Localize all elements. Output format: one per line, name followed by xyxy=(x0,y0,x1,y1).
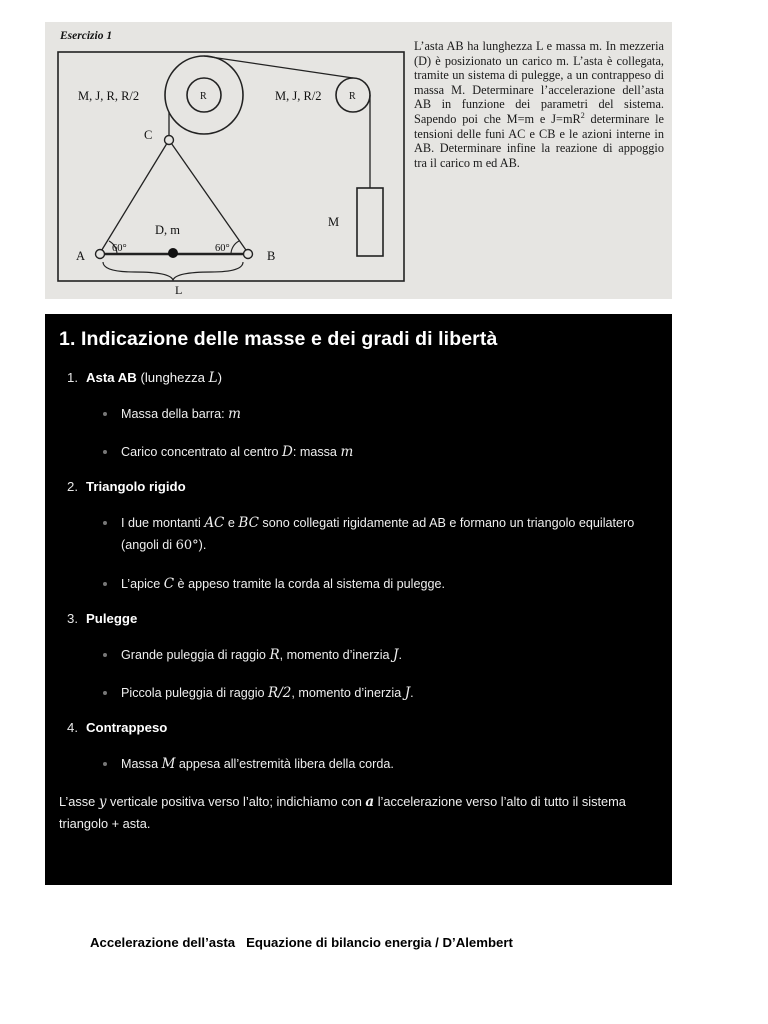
math-a: a xyxy=(365,794,375,810)
closing-text: l’accelerazione verso l’alto di tutto il sistema triangolo + asta. xyxy=(59,794,626,831)
bullet-text: L’apice xyxy=(121,577,164,591)
math-y: y xyxy=(98,794,107,810)
section-title-end: ) xyxy=(217,370,223,385)
section-heading xyxy=(67,720,660,736)
section-title: Asta AB xyxy=(86,370,137,385)
list-item xyxy=(121,512,660,557)
joint-b xyxy=(244,250,253,259)
section-number: 2. xyxy=(67,479,78,494)
math-m: m xyxy=(228,406,241,422)
statement-part2: determinare le tensioni delle funi AC e CB e le azioni interne in AB. Determinare infine la reazione di appoggio tra il carico m ed AB. xyxy=(414,111,664,170)
big-pulley-label: M, J, R, R/2 xyxy=(78,89,140,103)
math-c: C xyxy=(163,576,175,592)
section-title: Pulegge xyxy=(86,611,138,626)
member-bc xyxy=(169,140,248,253)
bullet-text: Massa xyxy=(121,757,162,771)
list-item xyxy=(121,403,660,425)
bullet-list xyxy=(59,403,660,463)
math-l: L xyxy=(208,370,218,386)
list-item xyxy=(121,753,660,775)
exercise-statement xyxy=(414,39,664,170)
section-heading xyxy=(67,479,660,495)
closing-text: verticale positiva verso l’alto; indichiamo con xyxy=(106,794,366,809)
section-heading xyxy=(67,370,660,386)
bullet-text: ). xyxy=(198,538,207,552)
section-number: 1. xyxy=(67,370,78,385)
exercise-scan-image xyxy=(45,22,672,299)
math-m: m xyxy=(340,444,354,460)
section-number: 4. xyxy=(67,720,78,735)
answer-heading: 1. Indicazione delle masse e dei gradi di libertà xyxy=(59,328,498,350)
bullet-list xyxy=(59,753,660,775)
math-r: R xyxy=(269,647,280,663)
math-r-half: R/2 xyxy=(268,685,292,701)
math-j: J xyxy=(404,685,411,701)
math-big-m: M xyxy=(161,756,176,772)
section-title: Triangolo rigido xyxy=(86,479,186,494)
list-item xyxy=(121,644,660,666)
point-d-label: D, m xyxy=(155,223,180,237)
section-triangolo xyxy=(59,479,660,595)
small-pulley-label: M, J, R/2 xyxy=(275,89,322,103)
rope-top xyxy=(204,56,353,78)
diagram-frame xyxy=(58,52,404,281)
load-d xyxy=(168,248,178,258)
big-pulley-symbol: R xyxy=(200,91,207,102)
math-d: D xyxy=(282,444,293,460)
statement-part1: L’asta AB ha lunghezza L e massa m. In mezzeria (D) è posizionato un carico m. L’asta è collegata, tramite un sistema di pulegge, a un contrappeso di massa M. Determinare l’accelerazione dell’asta AB in funzione dei parametri del sistema. Sapendo poi che M=m e J=mR xyxy=(414,39,664,126)
bullet-text: : massa xyxy=(292,445,341,459)
exercise-title: Esercizio 1 xyxy=(60,30,113,42)
length-label: L xyxy=(175,283,183,297)
bullet-text: , momento d’inerzia xyxy=(279,648,394,662)
list-item xyxy=(121,682,660,704)
point-a-label: A xyxy=(76,249,86,263)
bullet-text: e xyxy=(224,516,239,530)
bullet-text: è appeso tramite la corda al sistema di pulegge. xyxy=(174,577,445,591)
bullet-text: Piccola puleggia di raggio xyxy=(121,686,269,700)
bullet-list xyxy=(59,644,660,704)
section-asta-ab xyxy=(59,370,660,463)
bullet-text: sono collegati rigidamente ad AB e formano un triangolo equilatero (angoli di xyxy=(121,516,635,552)
section-heading xyxy=(67,611,660,627)
bullet-text: I due montanti xyxy=(121,516,205,530)
section-title-suffix: (lunghezza xyxy=(136,370,209,385)
math-bc: BC xyxy=(238,515,259,531)
list-item xyxy=(121,441,660,463)
statement-superscript: 2 xyxy=(580,110,585,120)
length-brace xyxy=(103,262,243,280)
counterweight-box xyxy=(357,188,383,256)
point-b-label: B xyxy=(267,249,276,263)
angle-b-label: 60° xyxy=(215,243,230,254)
section-pulegge xyxy=(59,611,660,704)
list-item xyxy=(121,573,660,595)
bullet-list xyxy=(59,512,660,595)
point-c-label: C xyxy=(144,128,153,142)
small-pulley-symbol: R xyxy=(349,91,356,102)
bullet-text: Carico concentrato al centro xyxy=(121,445,283,459)
answer-panel xyxy=(45,314,672,885)
math-60deg: 60° xyxy=(175,538,199,553)
joint-c xyxy=(165,136,174,145)
math-j: J xyxy=(393,647,399,663)
bullet-text: Grande puleggia di raggio xyxy=(121,648,270,662)
closing-paragraph xyxy=(59,791,660,835)
angle-a-label: 60° xyxy=(112,243,127,254)
bullet-text: , momento d’inerzia xyxy=(291,686,405,700)
bullet-text: . xyxy=(398,648,402,662)
section-number: 3. xyxy=(67,611,78,626)
math-ac: AC xyxy=(204,515,225,531)
section-title: Contrappeso xyxy=(86,720,168,735)
footer-caption: Accelerazione dell’asta Equazione di bilancio energia / D’Alembert xyxy=(90,935,513,950)
section-contrappeso xyxy=(59,720,660,775)
bullet-text: appesa all’estremità libera della corda. xyxy=(175,757,394,771)
closing-text: L’asse xyxy=(59,794,99,809)
mass-m-label: M xyxy=(328,215,340,229)
bullet-text: Massa della barra: xyxy=(121,407,229,421)
angle-arc-b xyxy=(231,241,239,254)
joint-a xyxy=(96,250,105,259)
bullet-text: . xyxy=(410,686,414,700)
